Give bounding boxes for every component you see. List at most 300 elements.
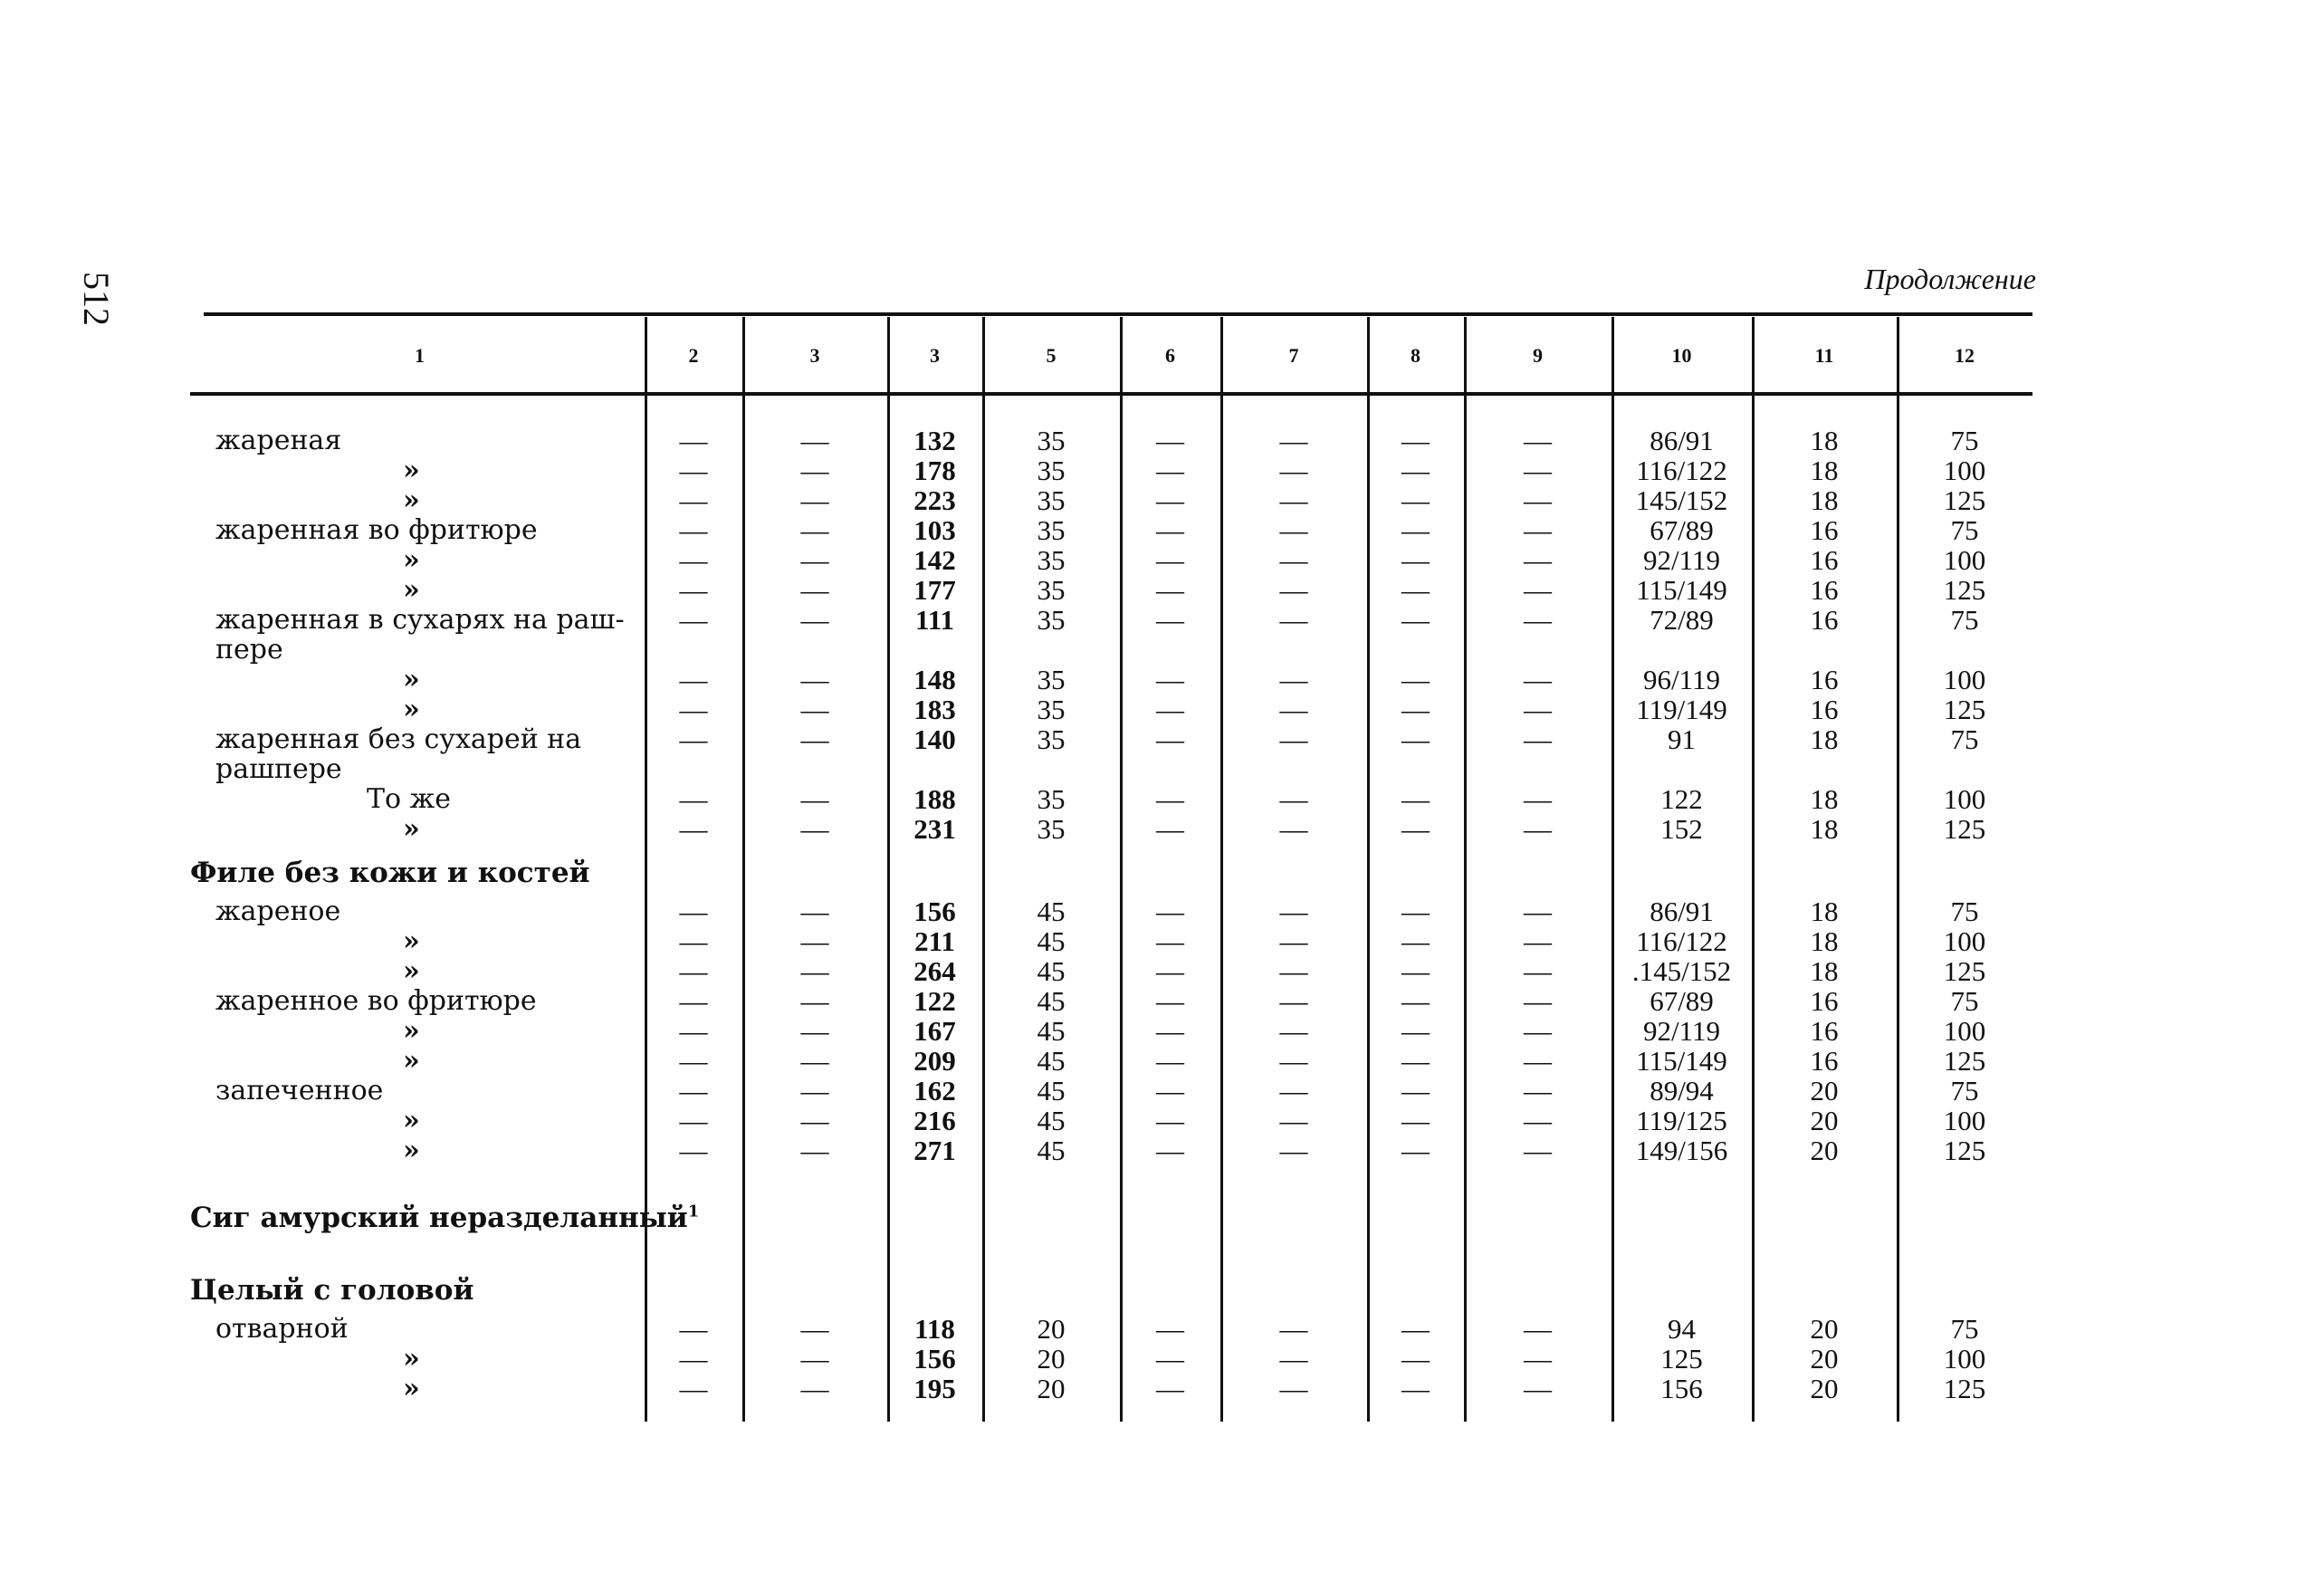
cell-col-3: — [800, 455, 829, 486]
cell-col-12: 100 [1943, 1015, 1986, 1047]
cell-col-8: — [1401, 1045, 1430, 1077]
row-label: запеченное [215, 1075, 384, 1106]
cell-col-7: — [1279, 1135, 1308, 1166]
cell-col-2: — [679, 574, 708, 606]
cell-col-6: — [1156, 723, 1184, 755]
row-label: » [403, 1343, 420, 1375]
table-row [0, 1106, 2324, 1135]
cell-col-2: — [679, 484, 708, 516]
cell-col-8: — [1401, 1135, 1430, 1166]
cell-col-12: 75 [1950, 723, 1979, 755]
cell-col-11: 18 [1810, 896, 1839, 927]
cell-col-4: 195 [913, 1373, 956, 1404]
page-number: 512 [76, 272, 117, 326]
cell-col-6: — [1156, 1075, 1184, 1106]
cell-col-2: — [679, 1075, 708, 1106]
cell-col-3: — [800, 1105, 829, 1136]
table-row [0, 426, 2324, 455]
cell-col-3: — [800, 1045, 829, 1077]
cell-col-7: — [1279, 925, 1308, 957]
cell-col-4: 271 [913, 1135, 956, 1166]
row-label: » [403, 1135, 420, 1166]
cell-col-10: 156 [1660, 1373, 1703, 1404]
cell-col-5: 35 [1037, 813, 1066, 845]
cell-col-7: — [1279, 484, 1308, 516]
cell-col-12: 125 [1943, 694, 1986, 725]
cell-col-6: — [1156, 484, 1184, 516]
cell-col-4: 178 [913, 455, 956, 486]
cell-col-11: 18 [1810, 925, 1839, 957]
cell-col-6: — [1156, 896, 1184, 927]
table-row [0, 694, 2324, 724]
column-header-3: 3 [809, 344, 820, 367]
cell-col-8: — [1401, 813, 1430, 845]
cell-col-8: — [1401, 1313, 1430, 1345]
cell-col-3: — [800, 985, 829, 1017]
cell-col-9: — [1524, 723, 1552, 755]
cell-col-10: 125 [1660, 1343, 1703, 1375]
cell-col-5: 35 [1037, 425, 1066, 456]
cell-col-5: 35 [1037, 544, 1066, 576]
cell-col-12: 75 [1950, 985, 1979, 1017]
cell-col-7: — [1279, 455, 1308, 486]
table-row [0, 665, 2324, 694]
cell-col-8: — [1401, 604, 1430, 636]
cell-col-10: 119/125 [1636, 1105, 1727, 1136]
cell-col-8: — [1401, 455, 1430, 486]
cell-col-7: — [1279, 1045, 1308, 1077]
cell-col-5: 35 [1037, 694, 1066, 725]
table-row [0, 605, 2324, 635]
row-label: » [403, 1373, 420, 1404]
cell-col-2: — [679, 664, 708, 695]
cell-col-7: — [1279, 1373, 1308, 1404]
cell-col-3: — [800, 723, 829, 755]
cell-col-9: — [1524, 1105, 1552, 1136]
cell-col-2: — [679, 925, 708, 957]
cell-col-9: — [1524, 514, 1552, 546]
row-label: » [403, 484, 420, 516]
cell-col-6: — [1156, 574, 1184, 606]
row-label: » [403, 455, 420, 486]
cell-col-2: — [679, 1373, 708, 1404]
table-row [0, 814, 2324, 844]
cell-col-11: 18 [1810, 955, 1839, 987]
row-label: » [403, 544, 420, 576]
cell-col-5: 45 [1037, 985, 1066, 1017]
cell-col-10: 89/94 [1650, 1075, 1714, 1106]
cell-col-2: — [679, 455, 708, 486]
row-label: жареная [215, 425, 342, 456]
cell-col-4: 140 [913, 723, 956, 755]
cell-col-12: 100 [1943, 664, 1986, 695]
cell-col-11: 18 [1810, 425, 1839, 456]
cell-col-6: — [1156, 514, 1184, 546]
cell-col-9: — [1524, 1313, 1552, 1345]
cell-col-3: — [800, 604, 829, 636]
cell-col-6: — [1156, 455, 1184, 486]
cell-col-4: 211 [914, 925, 955, 957]
cell-col-6: — [1156, 664, 1184, 695]
cell-col-9: — [1524, 1075, 1552, 1106]
cell-col-5: 35 [1037, 514, 1066, 546]
cell-col-12: 75 [1950, 1313, 1979, 1345]
cell-col-5: 45 [1037, 1135, 1066, 1166]
cell-col-10: 116/122 [1636, 455, 1727, 486]
cell-col-3: — [800, 484, 829, 516]
cell-col-11: 18 [1810, 783, 1839, 815]
cell-col-3: — [800, 664, 829, 695]
cell-col-5: 45 [1037, 896, 1066, 927]
cell-col-6: — [1156, 1135, 1184, 1166]
column-header-8: 8 [1411, 344, 1420, 367]
cell-col-7: — [1279, 1343, 1308, 1375]
cell-col-6: — [1156, 1045, 1184, 1077]
table-row [0, 784, 2324, 814]
cell-col-3: — [800, 783, 829, 815]
column-header-9: 9 [1533, 344, 1543, 367]
cell-col-10: 72/89 [1650, 604, 1714, 636]
cell-col-5: 20 [1037, 1373, 1066, 1404]
table-row-continuation [0, 635, 2324, 665]
cell-col-12: 125 [1943, 484, 1986, 516]
cell-col-7: — [1279, 664, 1308, 695]
cell-col-10: 119/149 [1636, 694, 1727, 725]
cell-col-10: 86/91 [1650, 896, 1714, 927]
cell-col-8: — [1401, 723, 1430, 755]
cell-col-9: — [1524, 925, 1552, 957]
cell-col-11: 18 [1810, 723, 1839, 755]
cell-col-9: — [1524, 694, 1552, 725]
cell-col-6: — [1156, 544, 1184, 576]
cell-col-11: 20 [1810, 1343, 1839, 1375]
cell-col-9: — [1524, 955, 1552, 987]
cell-col-12: 75 [1950, 604, 1979, 636]
row-label: » [403, 1105, 420, 1136]
cell-col-4: 209 [913, 1045, 956, 1077]
cell-col-4: 156 [913, 1343, 956, 1375]
row-label-continuation: рашпере [215, 753, 342, 785]
table-row [0, 1135, 2324, 1165]
cell-col-9: — [1524, 1045, 1552, 1077]
cell-col-6: — [1156, 425, 1184, 456]
cell-col-3: — [800, 1015, 829, 1047]
cell-col-11: 16 [1810, 544, 1839, 576]
cell-col-5: 35 [1037, 455, 1066, 486]
cell-col-2: — [679, 1105, 708, 1136]
cell-col-11: 16 [1810, 694, 1839, 725]
header-rule [190, 392, 2032, 396]
cell-col-6: — [1156, 694, 1184, 725]
cell-col-6: — [1156, 1343, 1184, 1375]
row-label: жареное [215, 896, 341, 927]
cell-col-10: 116/122 [1636, 925, 1727, 957]
cell-col-8: — [1401, 574, 1430, 606]
cell-col-9: — [1524, 1135, 1552, 1166]
cell-col-11: 16 [1810, 514, 1839, 546]
table-row [0, 1076, 2324, 1106]
cell-col-10: 94 [1668, 1313, 1696, 1345]
cell-col-10: 92/119 [1643, 1015, 1720, 1047]
cell-col-6: — [1156, 1373, 1184, 1404]
cell-col-12: 100 [1943, 544, 1986, 576]
cell-col-2: — [679, 425, 708, 456]
cell-col-7: — [1279, 544, 1308, 576]
cell-col-8: — [1401, 425, 1430, 456]
cell-col-11: 20 [1810, 1313, 1839, 1345]
cell-col-9: — [1524, 1343, 1552, 1375]
cell-col-11: 20 [1810, 1075, 1839, 1106]
cell-col-4: 223 [913, 484, 956, 516]
cell-col-10: 67/89 [1650, 514, 1714, 546]
row-label: » [403, 694, 420, 725]
cell-col-6: — [1156, 783, 1184, 815]
cell-col-7: — [1279, 425, 1308, 456]
cell-col-8: — [1401, 955, 1430, 987]
cell-col-10: 122 [1660, 783, 1703, 815]
cell-col-8: — [1401, 694, 1430, 725]
cell-col-5: 35 [1037, 604, 1066, 636]
cell-col-12: 100 [1943, 455, 1986, 486]
cell-col-12: 125 [1943, 574, 1986, 606]
cell-col-7: — [1279, 783, 1308, 815]
cell-col-5: 45 [1037, 1045, 1066, 1077]
cell-col-4: 132 [913, 425, 956, 456]
table-row [0, 515, 2324, 545]
cell-col-5: 20 [1037, 1313, 1066, 1345]
cell-col-8: — [1401, 985, 1430, 1017]
cell-col-7: — [1279, 574, 1308, 606]
cell-col-12: 125 [1943, 813, 1986, 845]
cell-col-9: — [1524, 484, 1552, 516]
table-row [0, 1016, 2324, 1046]
cell-col-2: — [679, 1343, 708, 1375]
table-row [0, 1374, 2324, 1403]
cell-col-3: — [800, 955, 829, 987]
row-label: » [403, 1045, 420, 1077]
cell-col-4: 148 [913, 664, 956, 695]
cell-col-8: — [1401, 925, 1430, 957]
cell-col-9: — [1524, 1015, 1552, 1047]
column-header-10: 10 [1671, 344, 1692, 367]
cell-col-11: 18 [1810, 484, 1839, 516]
cell-col-9: — [1524, 544, 1552, 576]
cell-col-8: — [1401, 1015, 1430, 1047]
section-title: Филе без кожи и костей [190, 857, 590, 889]
cell-col-11: 16 [1810, 1015, 1839, 1047]
cell-col-10: 91 [1668, 723, 1696, 755]
table-row [0, 926, 2324, 956]
cell-col-8: — [1401, 1373, 1430, 1404]
cell-col-8: — [1401, 664, 1430, 695]
cell-col-11: 16 [1810, 1045, 1839, 1077]
cell-col-6: — [1156, 985, 1184, 1017]
row-label: » [403, 664, 420, 695]
cell-col-11: 16 [1810, 574, 1839, 606]
cell-col-5: 35 [1037, 664, 1066, 695]
cell-col-7: — [1279, 514, 1308, 546]
cell-col-5: 35 [1037, 484, 1066, 516]
cell-col-12: 100 [1943, 1105, 1986, 1136]
cell-col-11: 20 [1810, 1105, 1839, 1136]
cell-col-3: — [800, 694, 829, 725]
cell-col-8: — [1401, 1343, 1430, 1375]
cell-col-12: 100 [1943, 1343, 1986, 1375]
cell-col-11: 20 [1810, 1373, 1839, 1404]
row-label: » [403, 574, 420, 606]
cell-col-5: 20 [1037, 1343, 1066, 1375]
cell-col-9: — [1524, 425, 1552, 456]
cell-col-11: 16 [1810, 664, 1839, 695]
section-title: Сиг амурский неразделанный$^1$ [190, 1202, 700, 1234]
cell-col-9: — [1524, 896, 1552, 927]
cell-col-5: 35 [1037, 783, 1066, 815]
cell-col-12: 75 [1950, 1075, 1979, 1106]
cell-col-10: 152 [1660, 813, 1703, 845]
cell-col-10: 115/149 [1636, 1045, 1727, 1077]
cell-col-5: 45 [1037, 1105, 1066, 1136]
cell-col-10: 92/119 [1643, 544, 1720, 576]
cell-col-9: — [1524, 664, 1552, 695]
cell-col-4: 177 [913, 574, 956, 606]
cell-col-10: 115/149 [1636, 574, 1727, 606]
cell-col-3: — [800, 1343, 829, 1375]
cell-col-6: — [1156, 813, 1184, 845]
cell-col-12: 75 [1950, 896, 1979, 927]
row-label: » [403, 1015, 420, 1047]
row-label-continuation: пере [215, 634, 283, 666]
cell-col-2: — [679, 1135, 708, 1166]
cell-col-7: — [1279, 1105, 1308, 1136]
cell-col-8: — [1401, 1105, 1430, 1136]
cell-col-3: — [800, 425, 829, 456]
cell-col-4: 142 [913, 544, 956, 576]
row-label: » [403, 925, 420, 957]
cell-col-8: — [1401, 544, 1430, 576]
table-row [0, 724, 2324, 754]
cell-col-7: — [1279, 604, 1308, 636]
cell-col-9: — [1524, 604, 1552, 636]
column-header-2: 2 [688, 344, 699, 367]
table-row [0, 956, 2324, 986]
footnote-marker: 1 [687, 1202, 700, 1221]
cell-col-2: — [679, 896, 708, 927]
cell-col-3: — [800, 1075, 829, 1106]
cell-col-10: .145/152 [1631, 955, 1732, 987]
row-label: То же [367, 783, 451, 815]
cell-col-4: 162 [913, 1075, 956, 1106]
cell-col-4: 188 [913, 783, 956, 815]
cell-col-8: — [1401, 783, 1430, 815]
cell-col-5: 45 [1037, 955, 1066, 987]
cell-col-3: — [800, 1135, 829, 1166]
row-label: отварной [215, 1313, 349, 1345]
table-row [0, 1314, 2324, 1344]
column-header-12: 12 [1955, 344, 1975, 367]
cell-col-10: 86/91 [1650, 425, 1714, 456]
table-row [0, 485, 2324, 515]
cell-col-9: — [1524, 1373, 1552, 1404]
cell-col-6: — [1156, 955, 1184, 987]
column-header-7: 7 [1288, 344, 1299, 367]
cell-col-7: — [1279, 813, 1308, 845]
cell-col-10: 145/152 [1635, 484, 1728, 516]
cell-col-4: 231 [913, 813, 956, 845]
row-label: жаренная без сухарей на [215, 723, 582, 755]
cell-col-5: 35 [1037, 574, 1066, 606]
row-label: » [403, 955, 420, 987]
cell-col-7: — [1279, 1313, 1308, 1345]
cell-col-3: — [800, 514, 829, 546]
cell-col-11: 16 [1810, 604, 1839, 636]
table-row [0, 1344, 2324, 1374]
cell-col-12: 125 [1943, 1045, 1986, 1077]
cell-col-12: 125 [1943, 1373, 1986, 1404]
cell-col-8: — [1401, 514, 1430, 546]
row-label: жаренная в сухарях на раш- [215, 604, 625, 636]
cell-col-11: 18 [1810, 813, 1839, 845]
cell-col-7: — [1279, 694, 1308, 725]
cell-col-2: — [679, 813, 708, 845]
cell-col-9: — [1524, 783, 1552, 815]
column-header-4: 3 [930, 344, 940, 367]
cell-col-2: — [679, 723, 708, 755]
cell-col-7: — [1279, 985, 1308, 1017]
cell-col-9: — [1524, 985, 1552, 1017]
table-row [0, 896, 2324, 926]
cell-col-7: — [1279, 723, 1308, 755]
cell-col-10: 67/89 [1650, 985, 1714, 1017]
cell-col-4: 264 [913, 955, 956, 987]
cell-col-8: — [1401, 484, 1430, 516]
column-header-11: 11 [1814, 344, 1834, 367]
cell-col-12: 75 [1950, 425, 1979, 456]
cell-col-3: — [800, 1373, 829, 1404]
table-row [0, 545, 2324, 575]
cell-col-5: 45 [1037, 925, 1066, 957]
cell-col-4: 103 [913, 514, 956, 546]
cell-col-7: — [1279, 955, 1308, 987]
cell-col-12: 125 [1943, 955, 1986, 987]
cell-col-11: 18 [1810, 455, 1839, 486]
cell-col-2: — [679, 694, 708, 725]
cell-col-12: 100 [1943, 783, 1986, 815]
column-header-5: 5 [1046, 344, 1057, 367]
cell-col-3: — [800, 544, 829, 576]
row-label: » [403, 813, 420, 845]
cell-col-2: — [679, 783, 708, 815]
cell-col-2: — [679, 985, 708, 1017]
cell-col-3: — [800, 925, 829, 957]
cell-col-9: — [1524, 574, 1552, 606]
cell-col-4: 111 [914, 604, 955, 636]
table-row [0, 575, 2324, 605]
cell-col-6: — [1156, 1015, 1184, 1047]
cell-col-10: 149/156 [1635, 1135, 1728, 1166]
cell-col-3: — [800, 896, 829, 927]
cell-col-7: — [1279, 1075, 1308, 1106]
column-header-1: 1 [415, 344, 425, 367]
cell-col-2: — [679, 604, 708, 636]
top-rule [204, 312, 2032, 316]
cell-col-7: — [1279, 896, 1308, 927]
cell-col-7: — [1279, 1015, 1308, 1047]
continued-label: Продолжение [1864, 263, 2036, 295]
cell-col-8: — [1401, 896, 1430, 927]
cell-col-3: — [800, 574, 829, 606]
cell-col-4: 167 [913, 1015, 956, 1047]
table-row [0, 1046, 2324, 1076]
